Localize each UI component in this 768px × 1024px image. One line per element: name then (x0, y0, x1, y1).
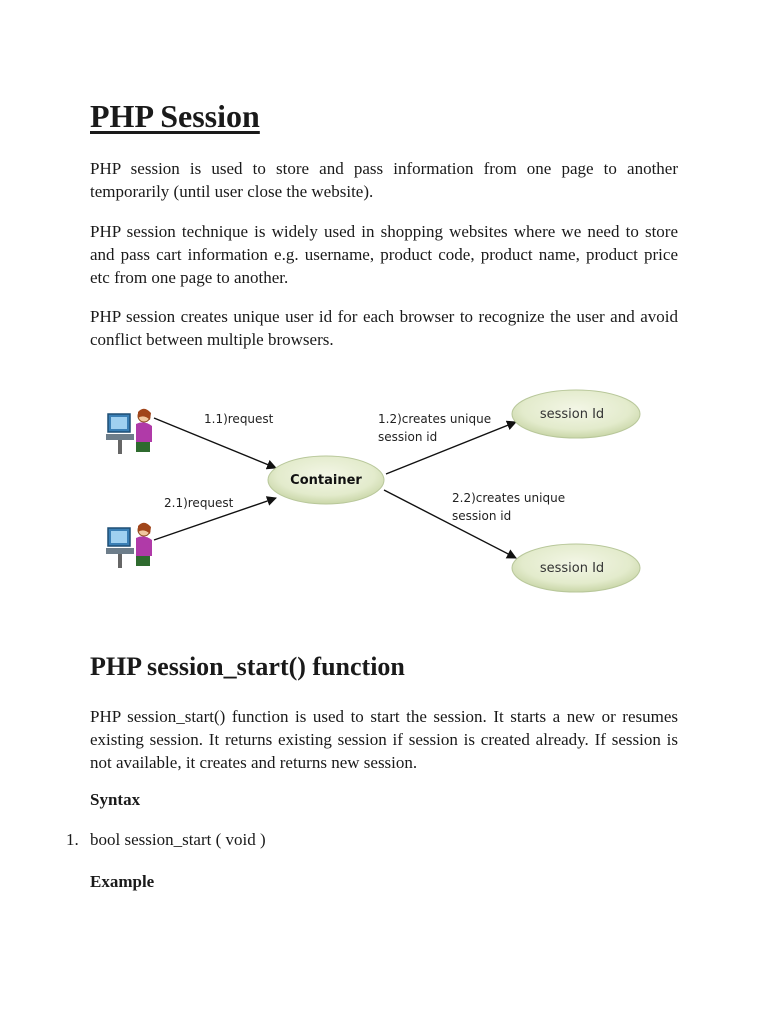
request-label-1: 1.1)request (204, 412, 274, 426)
container-label: Container (290, 473, 362, 488)
code-text: bool session_start ( void ) (90, 830, 266, 849)
creates-label-2a: 2.2)creates unique (452, 491, 566, 505)
page-title: PHP Session (90, 98, 260, 134)
syntax-heading: Syntax (90, 790, 141, 809)
creates-label-2b: session id (452, 509, 512, 523)
intro-paragraph: PHP session is used to store and pass information from one page to another temporarily (until user close the website). (90, 159, 678, 201)
code-line-number: 1. (66, 830, 79, 849)
user-at-computer-icon (106, 523, 152, 568)
user-at-computer-icon (106, 409, 152, 454)
session-id-label-1: session Id (539, 407, 605, 422)
session-id-label-2: session Id (539, 561, 605, 576)
creates-label-1b: session id (378, 430, 438, 444)
unique-id-paragraph: PHP session creates unique user id for each browser to recognize the user and avoid conflict between multiple browsers. (90, 307, 678, 349)
code-line (66, 830, 266, 850)
session-start-paragraph: PHP session_start() function is used to start the session. It starts a new or resumes existing session. It returns existing session if session is created already. If session is not available, it creates and returns new session. (90, 707, 678, 772)
request-label-2: 2.1)request (164, 496, 234, 510)
shopping-paragraph: PHP session technique is widely used in shopping websites where we need to store and pass cart information e.g. username, product code, product name, product price etc from one page to another. (90, 222, 678, 287)
example-heading: Example (90, 872, 155, 891)
creates-label-1a: 1.2)creates unique (378, 412, 492, 426)
section-title: PHP session_start() function (90, 652, 405, 681)
session-diagram (96, 380, 676, 630)
